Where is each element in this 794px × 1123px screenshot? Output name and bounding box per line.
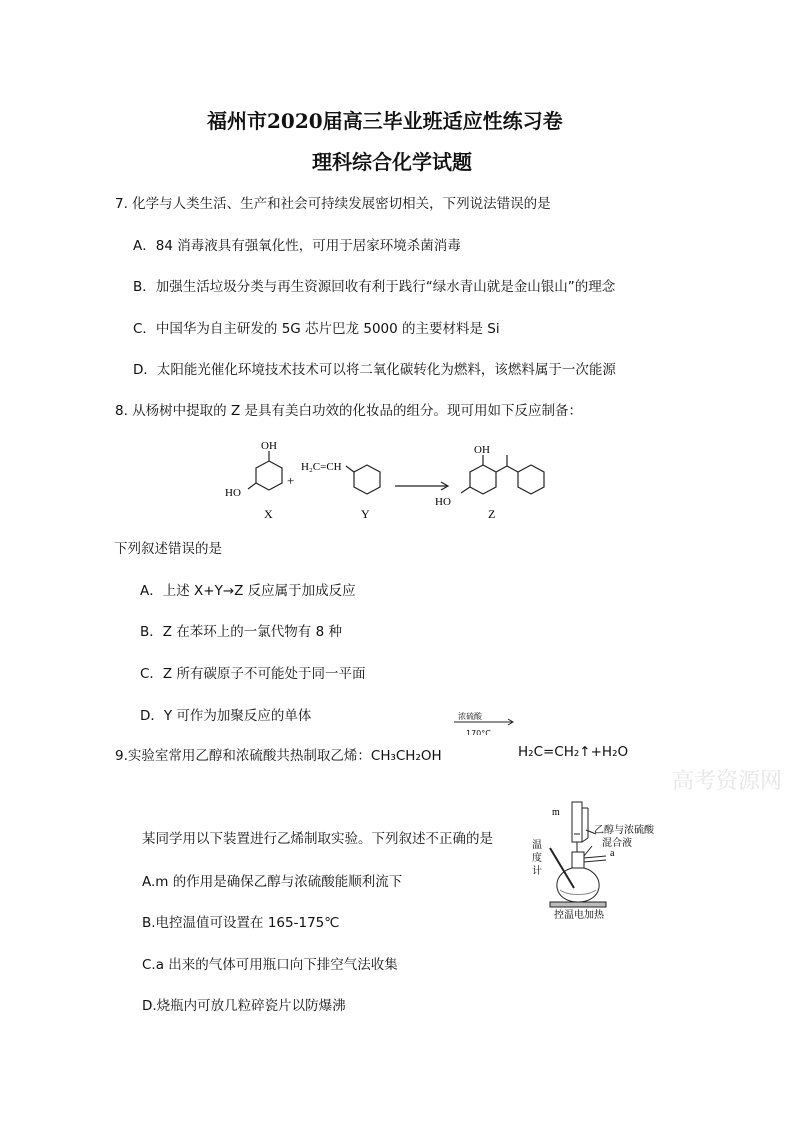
z-oh-label: OH xyxy=(474,444,490,456)
q8-option-a: A．上述 X+Y→Z 反应属于加成反应 xyxy=(140,583,356,599)
label-mixture-1: 乙醇与浓硫酸 xyxy=(594,825,654,836)
document-subtitle: 理科综合化学试题 xyxy=(312,150,472,174)
apparatus-figure xyxy=(528,790,703,920)
q8-option-d: D．Y 可作为加聚反应的单体 xyxy=(140,708,312,724)
x-ho-label: HO xyxy=(225,487,241,499)
q8-stem: 8. 从杨树中提取的 Z 是具有美白功效的化妆品的组分。现可用如下反应制备： xyxy=(115,403,583,419)
q7-option-b: B．加强生活垃圾分类与再生资源回收有利于践行“绿水青山就是金山银山”的理念 xyxy=(133,279,616,295)
label-thermo-1: 温 xyxy=(532,840,542,851)
label-heater: 控温电加热 xyxy=(554,910,604,920)
condition-arrow xyxy=(452,718,518,726)
reaction-condition-bottom: 170°C xyxy=(466,729,491,735)
q9-option-c: C.a 出来的气体可用瓶口向下排空气法收集 xyxy=(142,957,398,973)
dropping-funnel xyxy=(572,802,582,842)
label-mixture-2: 混合液 xyxy=(602,838,632,849)
q9-option-d: D.烧瓶内可放几粒碎瓷片以防爆沸 xyxy=(142,998,346,1014)
label-m: m xyxy=(552,807,560,818)
x-oh-label: OH xyxy=(261,440,277,452)
q8-prompt: 下列叙述错误的是 xyxy=(114,541,222,557)
q9-prompt: 某同学用以下装置进行乙烯制取实验。下列叙述不正确的是 xyxy=(142,831,493,847)
q9-stem: 9.实验室常用乙醇和浓硫酸共热制取乙烯： xyxy=(115,748,371,764)
document-title: 福州市2020届高三毕业班适应性练习卷 xyxy=(207,109,563,133)
label-thermo-3: 计 xyxy=(532,866,542,877)
q9-reactant: CH₃CH₂OH xyxy=(370,748,442,764)
label-x: X xyxy=(264,507,273,521)
heater-base xyxy=(550,902,606,907)
ring-y xyxy=(354,465,380,494)
round-flask xyxy=(557,868,599,902)
ring-z-left xyxy=(470,465,496,494)
watermark: 高考资源网 xyxy=(672,769,783,794)
z-ho-label: HO xyxy=(435,496,451,508)
q9-option-a: A.m 的作用是确保乙醇与浓硫酸能顺利流下 xyxy=(142,874,403,890)
ring-x xyxy=(256,461,282,490)
reaction-condition-top: 浓硫酸 xyxy=(458,712,482,721)
plus-sign: + xyxy=(287,473,295,488)
q9-product: H₂C=CH₂↑+H₂O xyxy=(518,744,629,760)
q8-option-c: C．Z 所有碳原子不可能处于同一平面 xyxy=(140,666,366,682)
q8-option-b: B．Z 在苯环上的一氯代物有 8 种 xyxy=(140,624,342,640)
label-a: a xyxy=(610,848,615,859)
label-thermo-2: 度 xyxy=(532,853,542,864)
q7-option-a: A．84 消毒液具有强氧化性，可用于居家环境杀菌消毒 xyxy=(133,238,461,254)
q7-option-d: D．太阳能光催化环境技术技术可以将二氧化碳转化为燃料，该燃料属于一次能源 xyxy=(133,362,616,378)
label-y: Y xyxy=(361,507,370,521)
q9-option-b: B.电控温值可设置在 165-175℃ xyxy=(142,915,340,931)
reaction-scheme xyxy=(215,433,555,525)
q7-option-c: C．中国华为自主研发的 5G 芯片巴龙 5000 的主要材料是 Si xyxy=(133,321,500,337)
vinyl-label: H₂C=CH xyxy=(301,461,342,473)
label-z: Z xyxy=(488,507,496,521)
q7-stem: 7. 化学与人类生活、生产和社会可持续发展密切相关，下列说法错误的是 xyxy=(115,196,551,212)
ring-z-right xyxy=(518,465,544,494)
